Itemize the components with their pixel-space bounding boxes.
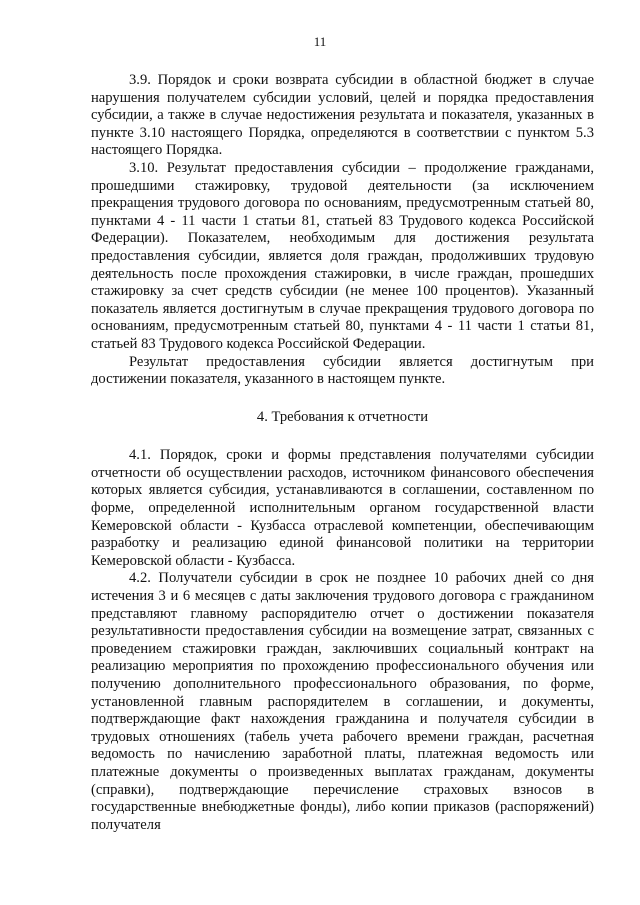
- paragraph-3-10-result: Результат предоставления субсидии является достигнутым при достижении показателя, указанного в настоящем пункте.: [91, 353, 594, 388]
- document-body: [91, 72, 594, 834]
- section-heading: 4. Требования к отчетности: [256, 408, 429, 425]
- paragraph-4-2: 4.2. Получатели субсидии в срок не позднее 10 рабочих дней со дня истечения 3 и 6 месяцев с даты заключения трудового договора с гражданином представляют главному распорядителю отчет о достижении показателя результативности предоставления субсидии на возмещение затрат, связанных с проведением стажировки граждан, заключивших социальный контракт на реализацию мероприятия по прохождению профессионального обучения или получению дополнительного профессионального образования, по форме, установленной главным распорядителем в соглашении, и документы, подтверждающие факт нахождения гражданина и получателя субсидии в трудовых отношениях (табель учета рабочего времени граждан, расчетная ведомость по начислению заработной платы, платежная ведомость или платежные документы о произведенных выплатах гражданам, документы (справки), подтверждающие перечисление страховых взносов в государственные внебюджетные фонды), либо копии приказов (распоряжений) получателя: [91, 570, 594, 833]
- paragraph-3-10: 3.10. Результат предоставления субсидии – продолжение гражданами, прошедшими стажировку, трудовой деятельности (за исключением прекращения трудового договора по основаниям, предусмотренным статьей 80, пунктами 4 - 11 части 1 статьи 81, статьей 83 Трудового кодекса Российской Федерации). Показателем, необходимым для достижения результата предоставления субсидии, является доля граждан, продолживших трудовую деятельность после прохождения стажировки, в числе граждан, прошедших стажировку за счет средств субсидии (не менее 100 процентов). Указанный показатель является достигнутым в случае прекращения трудового договора по основаниям, предусмотренным статьей 80, пунктами 4 - 11 части 1 статьи 81, статьей 83 Трудового кодекса Российской Федерации.: [91, 159, 594, 352]
- page-number: 11: [313, 34, 327, 49]
- paragraph-4-1: 4.1. Порядок, сроки и формы представления получателями субсидии отчетности об осуществлении расходов, источником финансового обеспечения которых является субсидия, устанавливаются в соглашении, составленном по форме, определенной исполнительным органом государственной власти Кемеровской области - Кузбасса отраслевой компетенции, обеспечивающим разработку и реализацию единой финансовой политики на территории Кемеровской области - Кузбасса.: [91, 447, 594, 569]
- paragraph-3-9: 3.9. Порядок и сроки возврата субсидии в областной бюджет в случае нарушения получателем субсидии условий, целей и порядка предоставления субсидии, а также в случае недостижения результата и показателя, указанных в пункте 3.10 настоящего Порядка, определяются в соответствии с пунктом 5.3 настоящего Порядка.: [91, 72, 594, 159]
